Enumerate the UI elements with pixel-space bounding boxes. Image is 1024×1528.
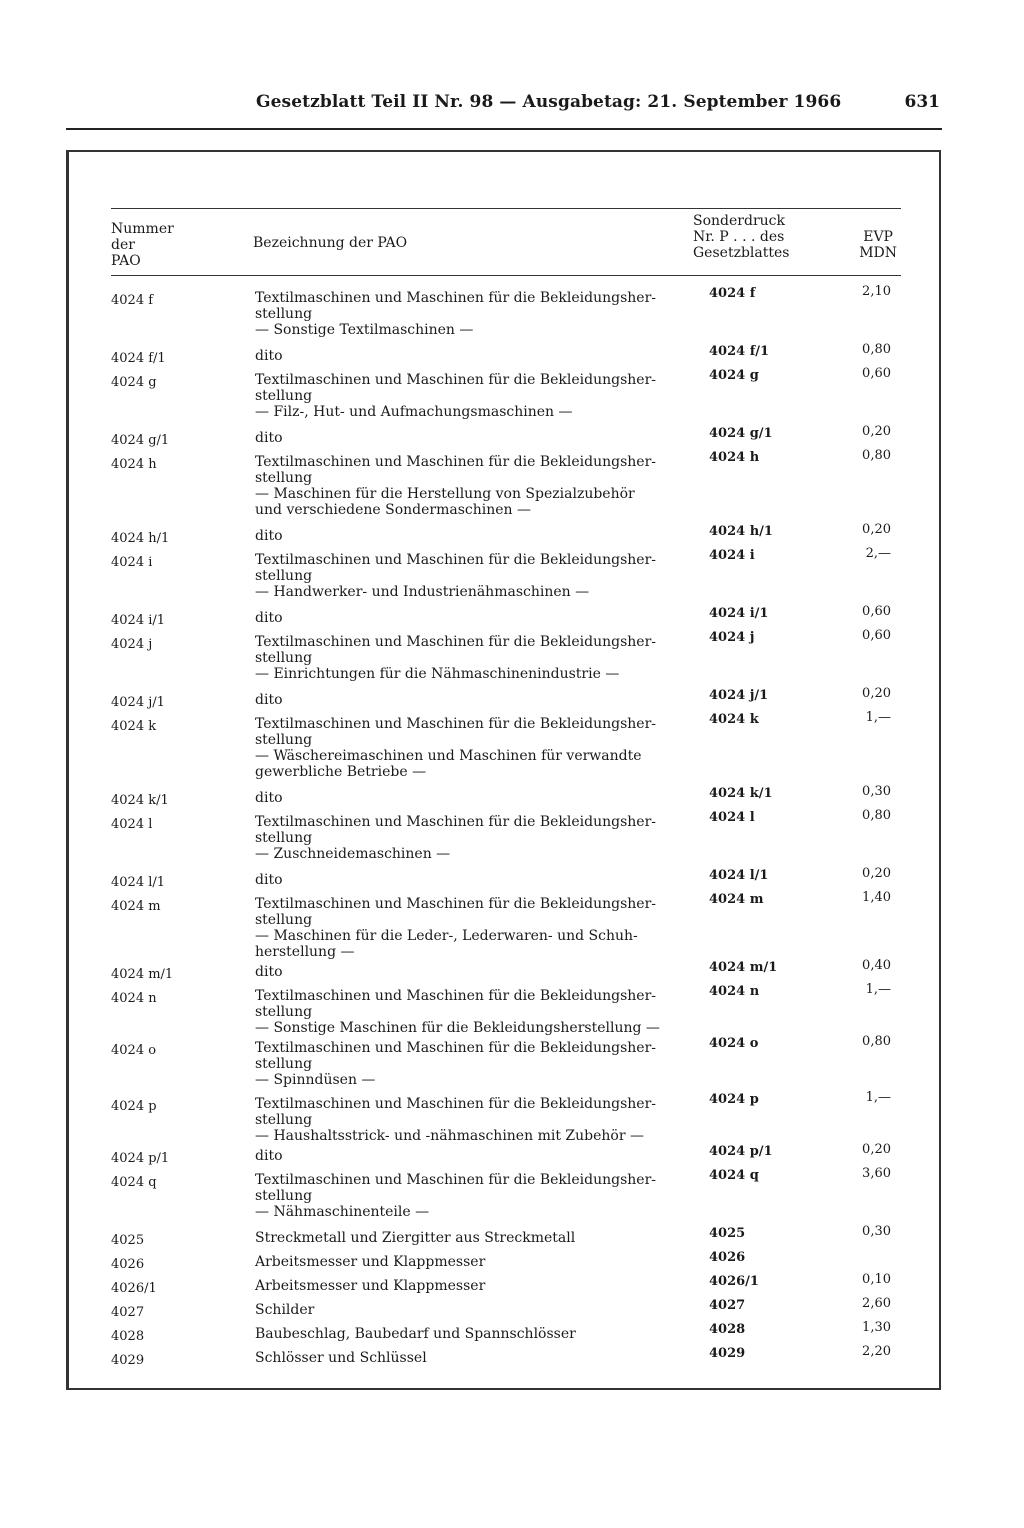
- pao-number: 4024 h/1: [111, 531, 170, 546]
- table-row: [111, 1166, 901, 1220]
- table-row: [111, 522, 901, 546]
- pao-number: 4024 m/1: [111, 967, 174, 982]
- pao-number: 4024 f: [111, 293, 154, 308]
- table-row: [111, 1250, 901, 1272]
- description-line: — Haushaltsstrick- und -nähmaschinen mit Zubehör —: [255, 1128, 644, 1144]
- pao-description: [255, 1040, 675, 1088]
- pao-description: [255, 290, 675, 338]
- description-line: Arbeitsmesser und Klappmesser: [255, 1254, 486, 1270]
- sonderdruck-number: 4024 g/1: [709, 426, 773, 441]
- description-line: — Wäschereimaschinen und Maschinen für verwandte: [255, 748, 642, 764]
- sonderdruck-number: 4026/1: [709, 1274, 759, 1289]
- sonderdruck-number: 4024 p/1: [709, 1144, 773, 1159]
- column-header-nummer: Nummer der PAO: [111, 221, 174, 269]
- description-line: Textilmaschinen und Maschinen für die Bekleidungsher-: [255, 988, 657, 1004]
- sonderdruck-number: 4028: [709, 1322, 746, 1337]
- description-line: stellung: [255, 732, 313, 748]
- description-line: stellung: [255, 912, 313, 928]
- evp-price: 0,20: [862, 1142, 891, 1157]
- pao-description: [255, 896, 675, 960]
- table-body: [111, 276, 901, 1366]
- description-line: Textilmaschinen und Maschinen für die Bekleidungsher-: [255, 814, 657, 830]
- pao-number: 4024 h: [111, 457, 157, 472]
- description-line: — Spinndüsen —: [255, 1072, 376, 1088]
- pao-description: [255, 454, 675, 518]
- description-line: stellung: [255, 470, 313, 486]
- sonderdruck-number: 4027: [709, 1298, 746, 1313]
- table-row: [111, 710, 901, 780]
- description-line: Arbeitsmesser und Klappmesser: [255, 1278, 486, 1294]
- description-line: — Maschinen für die Leder-, Lederwaren- und Schuh-: [255, 928, 638, 944]
- evp-price: 0,60: [862, 628, 891, 643]
- column-header-sonderdruck: Sonderdruck Nr. P . . . des Gesetzblattes: [693, 213, 790, 261]
- pao-description: [255, 872, 675, 888]
- description-line: dito: [255, 348, 283, 364]
- description-line: Textilmaschinen und Maschinen für die Bekleidungsher-: [255, 552, 657, 568]
- table-row: [111, 1034, 901, 1088]
- pao-number: 4024 j/1: [111, 695, 165, 710]
- description-line: stellung: [255, 650, 313, 666]
- pao-number: 4025: [111, 1233, 145, 1248]
- pao-description: [255, 716, 675, 780]
- evp-price: 2,60: [862, 1296, 891, 1311]
- evp-price: 1,—: [865, 1090, 891, 1105]
- evp-price: 1,—: [865, 982, 891, 997]
- sonderdruck-number: 4029: [709, 1346, 746, 1361]
- pao-number: 4027: [111, 1305, 145, 1320]
- evp-price: 0,20: [862, 686, 891, 701]
- table-row: [111, 1296, 901, 1320]
- description-line: — Nähmaschinenteile —: [255, 1204, 430, 1220]
- table-row: [111, 342, 901, 366]
- pao-number: 4024 k: [111, 719, 157, 734]
- table-row: [111, 808, 901, 862]
- description-line: dito: [255, 610, 283, 626]
- table-row: [111, 890, 901, 960]
- description-line: — Einrichtungen für die Nähmaschinenindustrie —: [255, 666, 620, 682]
- pao-description: [255, 790, 675, 806]
- table-row: [111, 1142, 901, 1166]
- evp-price: 0,80: [862, 342, 891, 357]
- table-row: [111, 628, 901, 682]
- evp-price: 0,80: [862, 1034, 891, 1049]
- description-line: — Filz-, Hut- und Aufmachungsmaschinen —: [255, 404, 573, 420]
- sonderdruck-number: 4024 q: [709, 1168, 759, 1183]
- evp-price: 0,30: [862, 784, 891, 799]
- pao-description: [255, 692, 675, 708]
- column-header-evp: EVP MDN: [859, 229, 897, 261]
- pao-description: [255, 1254, 675, 1270]
- description-line: und verschiedene Sondermaschinen —: [255, 502, 532, 518]
- table-row: [111, 366, 901, 420]
- pao-number: 4029: [111, 1353, 145, 1368]
- pao-description: [255, 1350, 675, 1366]
- table-row: [111, 1090, 901, 1144]
- pao-number: 4024 n: [111, 991, 157, 1006]
- sonderdruck-number: 4024 h/1: [709, 524, 773, 539]
- description-line: dito: [255, 528, 283, 544]
- pao-number: 4024 l: [111, 817, 153, 832]
- table-header: [111, 209, 901, 276]
- evp-price: 0,80: [862, 808, 891, 823]
- sonderdruck-number: 4024 m: [709, 892, 764, 907]
- sonderdruck-number: 4026: [709, 1250, 746, 1265]
- description-line: Textilmaschinen und Maschinen für die Bekleidungsher-: [255, 1096, 657, 1112]
- description-line: Textilmaschinen und Maschinen für die Bekleidungsher-: [255, 290, 657, 306]
- description-line: stellung: [255, 830, 313, 846]
- pao-description: [255, 610, 675, 626]
- pao-number: 4024 g/1: [111, 433, 170, 448]
- pao-description: [255, 1096, 675, 1144]
- pao-description: [255, 1302, 675, 1318]
- description-line: Baubeschlag, Baubedarf und Spannschlösser: [255, 1326, 576, 1342]
- pao-number: 4024 k/1: [111, 793, 169, 808]
- pao-number: 4028: [111, 1329, 145, 1344]
- pao-number: 4024 i/1: [111, 613, 166, 628]
- pao-description: [255, 964, 675, 980]
- evp-price: 0,30: [862, 1224, 891, 1239]
- sonderdruck-number: 4024 n: [709, 984, 760, 999]
- table-row: [111, 784, 901, 808]
- price-table: [111, 208, 901, 1374]
- sonderdruck-number: 4025: [709, 1226, 746, 1241]
- description-line: stellung: [255, 1112, 313, 1128]
- publication-title: Gesetzblatt Teil II Nr. 98 — Ausgabetag: 21. September 1966: [256, 92, 842, 112]
- pao-description: [255, 348, 675, 364]
- sonderdruck-number: 4024 l/1: [709, 868, 769, 883]
- description-line: stellung: [255, 568, 313, 584]
- pao-description: [255, 814, 675, 862]
- description-line: dito: [255, 872, 283, 888]
- description-line: stellung: [255, 1188, 313, 1204]
- description-line: dito: [255, 964, 283, 980]
- pao-number: 4024 o: [111, 1043, 157, 1058]
- description-line: stellung: [255, 306, 313, 322]
- description-line: gewerbliche Betriebe —: [255, 764, 427, 780]
- description-line: Streckmetall und Ziergitter aus Streckmetall: [255, 1230, 576, 1246]
- table-row: [111, 1344, 901, 1368]
- pao-description: [255, 988, 675, 1036]
- evp-price: 2,20: [862, 1344, 891, 1359]
- sonderdruck-number: 4024 p: [709, 1092, 759, 1107]
- description-line: Textilmaschinen und Maschinen für die Bekleidungsher-: [255, 1172, 657, 1188]
- table-row: [111, 448, 901, 518]
- pao-number: 4024 l/1: [111, 875, 166, 890]
- evp-price: 0,80: [862, 448, 891, 463]
- description-line: stellung: [255, 388, 313, 404]
- evp-price: 0,40: [862, 958, 891, 973]
- column-header-bezeichnung: Bezeichnung der PAO: [253, 235, 408, 251]
- description-line: Schlösser und Schlüssel: [255, 1350, 427, 1366]
- sonderdruck-number: 4024 l: [709, 810, 755, 825]
- pao-description: [255, 1148, 675, 1164]
- table-row: [111, 284, 901, 338]
- pao-description: [255, 1230, 675, 1246]
- pao-number: 4026: [111, 1257, 145, 1272]
- description-line: — Handwerker- und Industrienähmaschinen —: [255, 584, 590, 600]
- sonderdruck-number: 4024 f: [709, 286, 756, 301]
- evp-price: 0,20: [862, 522, 891, 537]
- evp-price: 0,60: [862, 604, 891, 619]
- table-row: [111, 958, 901, 982]
- description-line: — Zuschneidemaschinen —: [255, 846, 451, 862]
- pao-number: 4024 i: [111, 555, 153, 570]
- pao-number: 4024 f/1: [111, 351, 166, 366]
- sonderdruck-number: 4024 k: [709, 712, 759, 727]
- pao-description: [255, 430, 675, 446]
- pao-number: 4024 p: [111, 1099, 157, 1114]
- table-row: [111, 1224, 901, 1248]
- evp-price: 3,60: [862, 1166, 891, 1181]
- pao-description: [255, 1326, 675, 1342]
- pao-description: [255, 634, 675, 682]
- description-line: Textilmaschinen und Maschinen für die Bekleidungsher-: [255, 372, 657, 388]
- table-row: [111, 546, 901, 600]
- pao-description: [255, 372, 675, 420]
- description-line: — Sonstige Textilmaschinen —: [255, 322, 474, 338]
- table-row: [111, 424, 901, 448]
- pao-number: 4024 j: [111, 637, 153, 652]
- description-line: dito: [255, 790, 283, 806]
- description-line: herstellung —: [255, 944, 355, 960]
- description-line: stellung: [255, 1056, 313, 1072]
- pao-number: 4024 g: [111, 375, 157, 390]
- table-row: [111, 1320, 901, 1344]
- page-number: 631: [904, 92, 940, 112]
- evp-price: 0,20: [862, 866, 891, 881]
- description-line: dito: [255, 692, 283, 708]
- evp-price: 0,10: [862, 1272, 891, 1287]
- sonderdruck-number: 4024 j: [709, 630, 755, 645]
- description-line: Textilmaschinen und Maschinen für die Bekleidungsher-: [255, 1040, 657, 1056]
- pao-description: [255, 1172, 675, 1220]
- evp-price: 0,60: [862, 366, 891, 381]
- pao-number: 4024 m: [111, 899, 161, 914]
- evp-price: 1,30: [862, 1320, 891, 1335]
- table-row: [111, 1272, 901, 1296]
- description-line: — Sonstige Maschinen für die Bekleidungsherstellung —: [255, 1020, 660, 1036]
- pao-description: [255, 1278, 675, 1294]
- table-row: [111, 604, 901, 628]
- description-line: — Maschinen für die Herstellung von Spezialzubehör: [255, 486, 635, 502]
- sonderdruck-number: 4024 k/1: [709, 786, 773, 801]
- description-line: Textilmaschinen und Maschinen für die Bekleidungsher-: [255, 454, 657, 470]
- evp-price: 1,40: [862, 890, 891, 905]
- table-row: [111, 866, 901, 890]
- sonderdruck-number: 4024 f/1: [709, 344, 770, 359]
- description-line: Textilmaschinen und Maschinen für die Bekleidungsher-: [255, 896, 657, 912]
- sonderdruck-number: 4024 h: [709, 450, 760, 465]
- table-frame: [66, 150, 941, 1390]
- pao-number: 4026/1: [111, 1281, 157, 1296]
- description-line: Textilmaschinen und Maschinen für die Bekleidungsher-: [255, 716, 657, 732]
- description-line: Textilmaschinen und Maschinen für die Bekleidungsher-: [255, 634, 657, 650]
- pao-description: [255, 528, 675, 544]
- sonderdruck-number: 4024 o: [709, 1036, 759, 1051]
- sonderdruck-number: 4024 j/1: [709, 688, 769, 703]
- description-line: stellung: [255, 1004, 313, 1020]
- description-line: Schilder: [255, 1302, 315, 1318]
- evp-price: 2,10: [862, 284, 891, 299]
- page-header: [66, 92, 942, 130]
- sonderdruck-number: 4024 i: [709, 548, 755, 563]
- description-line: dito: [255, 430, 283, 446]
- evp-price: 2,—: [865, 546, 891, 561]
- table-row: [111, 982, 901, 1036]
- pao-number: 4024 q: [111, 1175, 157, 1190]
- evp-price: 0,20: [862, 424, 891, 439]
- evp-price: 1,—: [865, 710, 891, 725]
- description-line: dito: [255, 1148, 283, 1164]
- sonderdruck-number: 4024 g: [709, 368, 759, 383]
- pao-description: [255, 552, 675, 600]
- table-row: [111, 686, 901, 710]
- pao-number: 4024 p/1: [111, 1151, 170, 1166]
- sonderdruck-number: 4024 m/1: [709, 960, 778, 975]
- sonderdruck-number: 4024 i/1: [709, 606, 769, 621]
